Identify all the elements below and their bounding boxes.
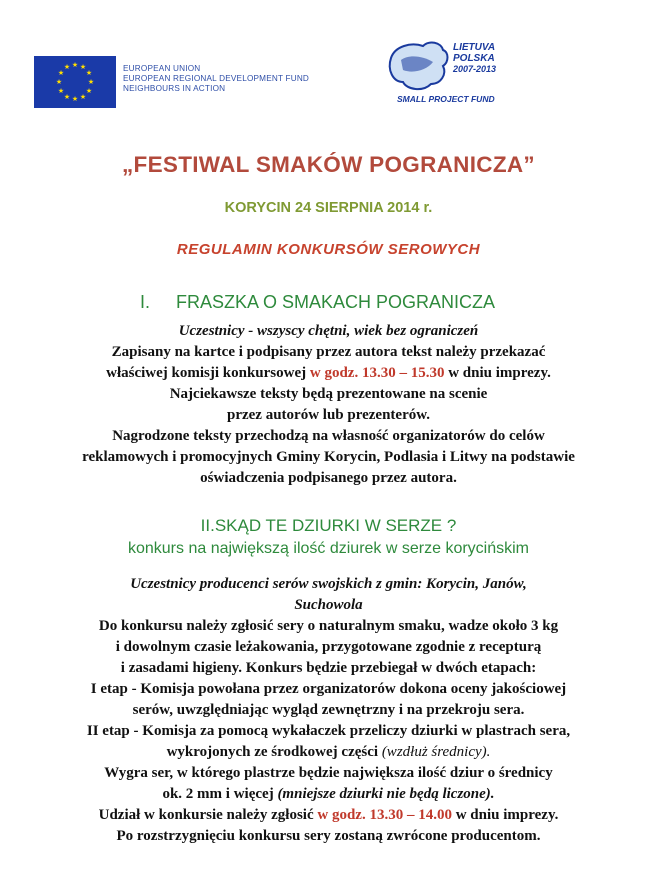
eu-flag-logo bbox=[34, 56, 116, 108]
section-2-heading: II.SKĄD TE DZIURKI W SERZE ? bbox=[200, 516, 457, 535]
section-2-line-11: Po rozstrzygnięciu konkursu sery zostaną zwrócone producentom. bbox=[116, 828, 541, 844]
section-2-line-7 bbox=[0, 742, 657, 763]
svg-text:★: ★ bbox=[85, 87, 93, 95]
festival-title: „FESTIWAL SMAKÓW POGRANICZA” bbox=[122, 152, 535, 177]
section-1-line-5: przez autorów lub prezenterów. bbox=[226, 407, 430, 423]
section-1-line-4: Najciekawsze teksty będą prezentowane na scenie bbox=[169, 386, 488, 402]
section-2-line-9 bbox=[0, 784, 657, 805]
section-2-line-9-note: (mniejsze dziurki nie będą liczone). bbox=[277, 786, 495, 802]
section-2-line-1: Do konkursu należy zgłosić sery o naturalnym smaku, wadze około 3 kg bbox=[98, 618, 559, 634]
eu-line-2: EUROPEAN REGIONAL DEVELOPMENT FUND bbox=[123, 74, 310, 83]
section-1-line-3 bbox=[0, 363, 657, 384]
section-2-body bbox=[0, 574, 657, 847]
svg-text:★: ★ bbox=[57, 87, 65, 95]
section-2-line-6: II etap - Komisja za pomocą wykałaczek przeliczy dziurki w plastrach sera, bbox=[86, 723, 571, 739]
section-1-number: I. bbox=[140, 292, 151, 312]
eu-stars-icon bbox=[34, 56, 116, 108]
lp-line-2: POLSKA bbox=[453, 53, 495, 64]
svg-text:★: ★ bbox=[85, 69, 93, 77]
section-2-line-10 bbox=[0, 805, 657, 826]
section-2-line-2: i dowolnym czasie leżakowania, przygotowane zgodnie z recepturą bbox=[115, 639, 542, 655]
section-2-line-10b: w dniu imprezy. bbox=[451, 807, 559, 823]
eu-program-text bbox=[123, 64, 309, 94]
section-1-time: w godz. 13.30 – 15.30 bbox=[309, 365, 445, 381]
lp-line-3: 2007-2013 bbox=[453, 64, 497, 74]
section-1-body bbox=[0, 321, 657, 489]
lietuva-polska-logo bbox=[383, 36, 528, 108]
svg-text:★: ★ bbox=[87, 78, 95, 86]
svg-text:★: ★ bbox=[57, 69, 65, 77]
section-2-line-3: i zasadami higieny. Konkurs będzie przebiegał w dwóch etapach: bbox=[120, 660, 537, 676]
section-2-line-9a: ok. 2 mm i więcej bbox=[162, 786, 278, 802]
section-2-line-5: serów, uwzględniając wygląd zewnętrzny i na przekroju sera. bbox=[132, 702, 525, 718]
svg-text:★: ★ bbox=[71, 61, 79, 69]
svg-text:★: ★ bbox=[63, 63, 71, 71]
section-2-participants-2: Suchowola bbox=[294, 597, 363, 613]
section-2-line-7a: wykrojonych ze środkowej części bbox=[166, 744, 382, 760]
section-2-line-10a: Udział w konkursie należy zgłosić bbox=[98, 807, 318, 823]
lp-line-1: LIETUVA bbox=[453, 42, 496, 53]
svg-text:★: ★ bbox=[79, 93, 87, 101]
svg-text:★: ★ bbox=[63, 93, 71, 101]
event-date-location: KORYCIN 24 SIERPNIA 2014 r. bbox=[224, 200, 433, 216]
section-2-line-8: Wygra ser, w którego plastrze będzie największa ilość dziur o średnicy bbox=[104, 765, 553, 781]
section-2-participants-1: Uczestnicy producenci serów swojskich z gmin: Korycin, Janów, bbox=[130, 576, 527, 592]
section-2-subtitle: konkurs na największą ilość dziurek w serze korycińskim bbox=[127, 540, 530, 557]
section-1-line-6: Nagrodzone teksty przechodzą na własność organizatorów do celów bbox=[112, 428, 545, 444]
eu-line-3: NEIGHBOURS IN ACTION bbox=[123, 84, 226, 93]
section-1-line-2: Zapisany na kartce i podpisany przez autora tekst należy przekazać bbox=[111, 344, 546, 360]
section-2-line-7-note: (wzdłuż średnicy). bbox=[381, 744, 491, 760]
section-1-participants: Uczestnicy - wszyscy chętni, wiek bez ograniczeń bbox=[178, 323, 479, 339]
section-1-line-3b: w dniu imprezy. bbox=[444, 365, 551, 381]
section-1-line-7: reklamowych i promocyjnych Gminy Korycin, Podlasia i Litwy na podstawie bbox=[82, 449, 575, 465]
section-1-line-8: oświadczenia podpisanego przez autora. bbox=[200, 470, 457, 486]
svg-text:★: ★ bbox=[71, 95, 79, 103]
regulations-heading: REGULAMIN KONKURSÓW SEROWYCH bbox=[176, 241, 481, 258]
svg-text:★: ★ bbox=[79, 63, 87, 71]
section-1-title: FRASZKA O SMAKACH POGRANICZA bbox=[176, 292, 496, 312]
section-1-heading bbox=[140, 292, 495, 313]
section-2-time: w godz. 13.30 – 14.00 bbox=[317, 807, 452, 823]
svg-text:★: ★ bbox=[55, 78, 63, 86]
section-2-line-4: I etap - Komisja powołana przez organizatorów dokona oceny jakościowej bbox=[90, 681, 567, 697]
section-1-line-3a: właściwej komisji konkursowej bbox=[106, 365, 310, 381]
lp-fund-text: SMALL PROJECT FUND bbox=[397, 94, 495, 104]
eu-line-1: EUROPEAN UNION bbox=[123, 64, 201, 73]
